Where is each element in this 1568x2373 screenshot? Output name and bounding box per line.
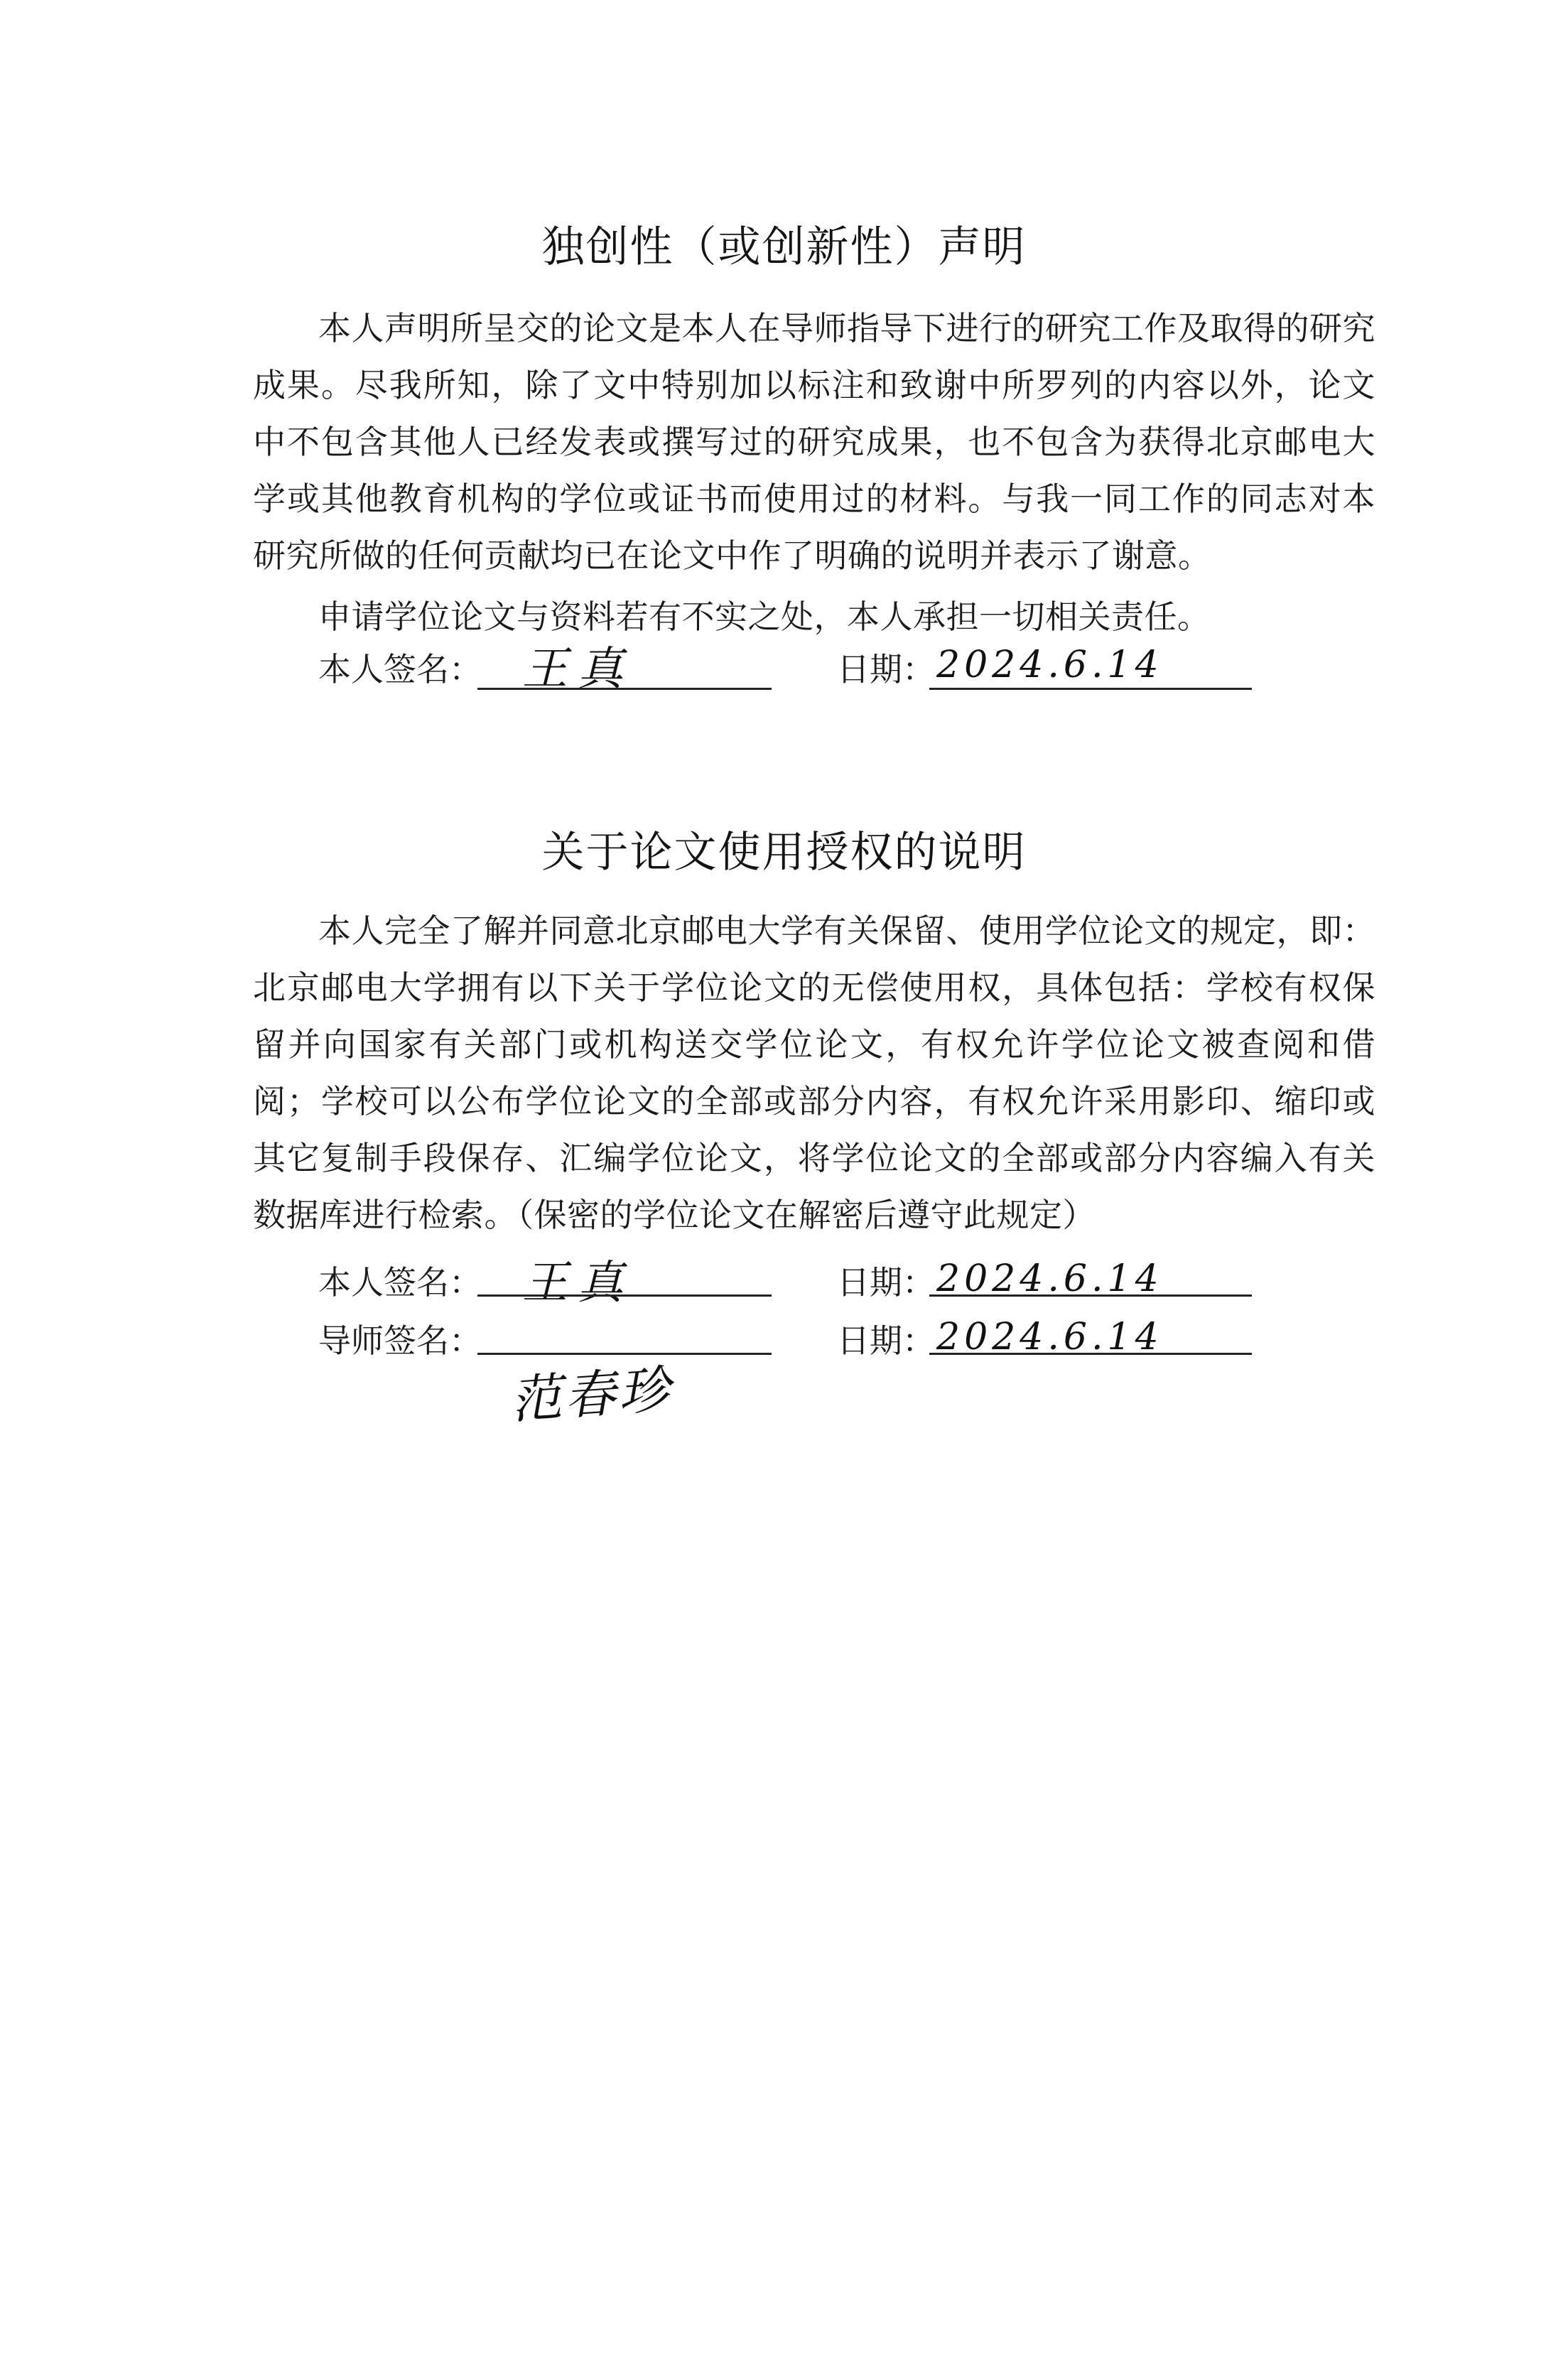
advisor-signature: 范春珍 — [508, 1359, 675, 1430]
author-signature-2: 王真 — [522, 1257, 633, 1309]
advisor-date-line — [929, 1353, 1252, 1355]
originality-declaration-title: 独创性（或创新性）声明 — [541, 222, 1027, 272]
author-date-line — [929, 1294, 1252, 1297]
author-date-value: 2024.6.14 — [936, 1258, 1163, 1300]
author-signature: 王真 — [522, 643, 633, 696]
date-label: 日期： — [837, 650, 935, 688]
originality-declaration-body: 本人声明所呈交的论文是本人在导师指导下进行的研究工作及取得的研究成果。尽我所知，除了文中特别加以标注和致谢中所罗列的内容以外，论文中不包含其他人已经发表或撰写过的研究成果，也不包含为获得北京邮电大学或其他教育机构的学位或证书而使用过的材料。与我一同工作的同志对本研究所做的任何贡献均已在论文中作了明确的说明并表示了谢意。 — [253, 309, 1375, 575]
advisor-date-value: 2024.6.14 — [936, 1316, 1163, 1358]
author-signature-line — [477, 688, 772, 690]
author-date-label: 日期： — [837, 1263, 935, 1302]
authorization-body: 本人完全了解并同意北京邮电大学有关保留、使用学位论文的规定，即：北京邮电大学拥有以下关于学位论文的无偿使用权，具体包括：学校有权保留并向国家有关部门或机构送交学位论文，有权允许学位论文被查阅和借阅；学校可以公布学位论文的全部或部分内容，有权允许采用影印、缩印或其它复制手段保存、汇编学位论文，将学位论文的全部或部分内容编入有关数据库进行检索。（保密的学位论文在解密后遵守此规定） — [253, 912, 1375, 1234]
date-line — [929, 688, 1252, 690]
advisor-signature-label: 导师签名： — [318, 1321, 482, 1360]
date-value: 2024.6.14 — [936, 644, 1163, 686]
author-signature-label-2: 本人签名： — [318, 1263, 482, 1302]
responsibility-statement: 申请学位论文与资料若有不实之处，本人承担一切相关责任。 — [318, 598, 1211, 636]
author-signature-line-2 — [477, 1294, 772, 1297]
advisor-date-label: 日期： — [837, 1321, 935, 1360]
authorization-title: 关于论文使用授权的说明 — [541, 828, 1027, 877]
advisor-signature-line — [477, 1353, 772, 1355]
author-signature-label: 本人签名： — [318, 650, 482, 688]
